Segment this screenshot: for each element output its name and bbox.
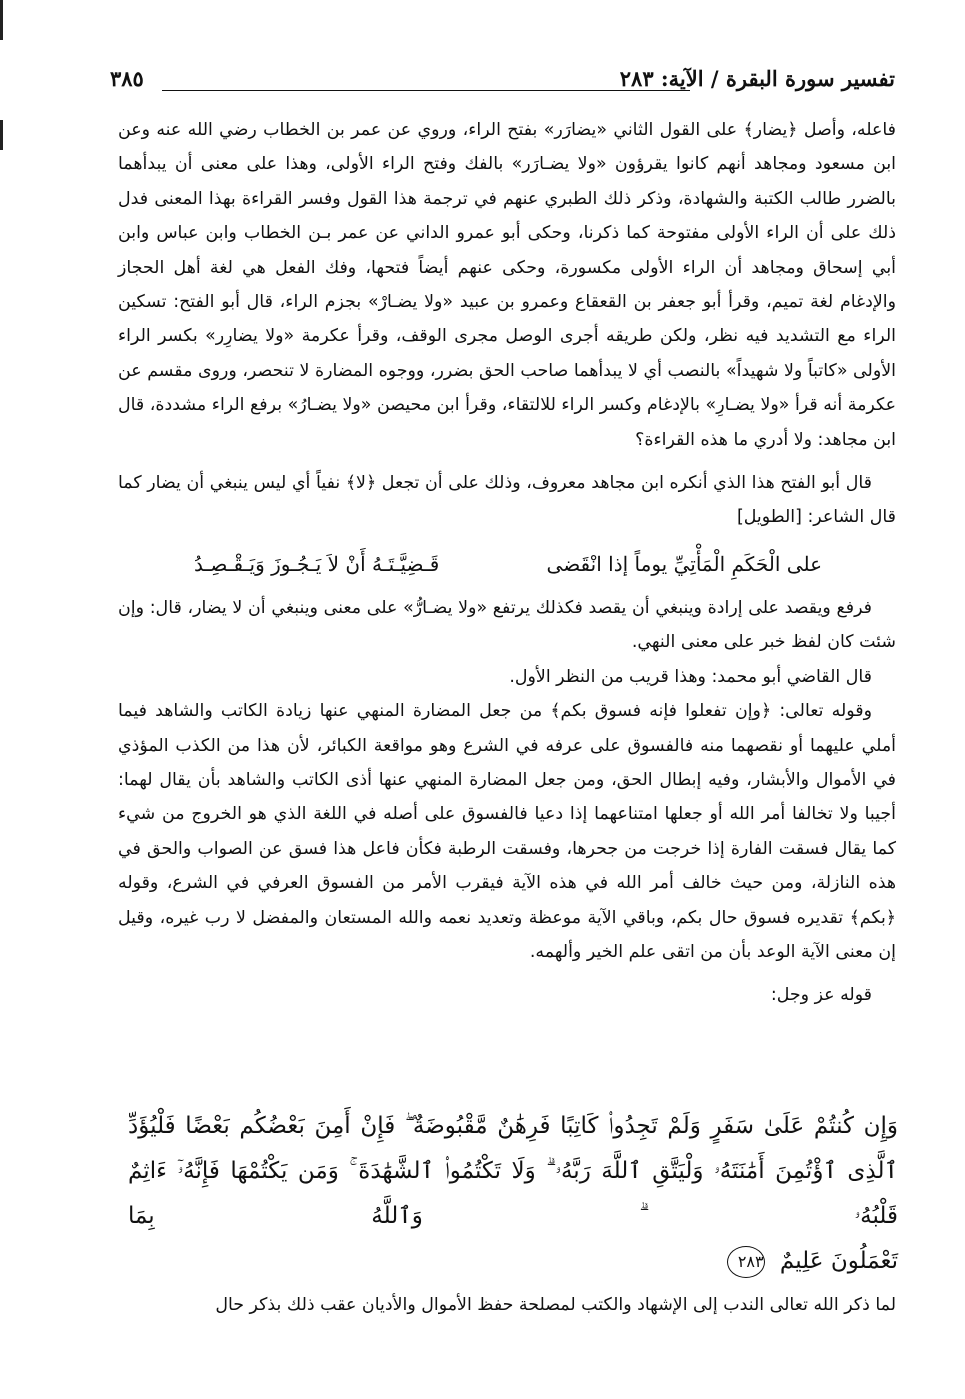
quran-verse-text: وَإِن كُنتُمْ عَلَىٰ سَفَرٍ وَلَمْ تَجِدُوا۟ كَاتِبًا فَرِهَٰنٌ مَّقْبُوضَةٌ ۖ فَإِنْ أَمِنَ بَعْضُكُم بَعْضًا فَلْيُؤَدِّ ٱلَّذِى ٱؤْتُمِنَ أَمَٰنَتَهُۥ وَلْيَتَّقِ ٱللَّهَ رَبَّهُۥ ۗ وَلَا تَكْتُمُوا۟ ٱلشَّهَٰدَةَ ۚ وَمَن يَكْتُمْهَا فَإِنَّهُۥٓ ءَاثِمٌ قَلْبُهُۥ ۗ وَٱللَّهُ بِمَا <box>128 1113 898 1229</box>
quran-verse-block <box>128 1104 898 1284</box>
scan-edge-mark <box>0 0 3 40</box>
poem-hemistich-left: قَـضِيَّـتَـهُ أَنْ لاَ يَـجُـوزَ وَيَـقْـصِـدُ <box>194 551 440 576</box>
paragraph: قوله عز وجل: <box>770 985 872 1006</box>
commentary-body <box>118 113 896 1013</box>
ayah-number-badge: ٢٨٣ <box>727 1246 765 1278</box>
paragraph: فاعله، وأصل ﴿يضار﴾ على القول الثاني «يضارَر» بفتح الراء، وروي عن عمر بن الخطاب رضي الله عنه وعن ابن مسعود ومجاهد أنهم كانوا يقرؤون «ولا يضـارَر» بالفك وفتح الراء الأولى، وهذا على معنى أن يبدأهما بالضرر طالب الكتبة والشهادة، وذكر ذلك الطبري عنهم في ترجمة هذا القول وفسر القراءة بهذا المعنى فدل ذلك على أن الراء الأولى مفتوحة كما ذكرنا، وحكى أبو عمرو الداني عن عمر بـن الخطاب وابن عباس وابن أبي إسحاق ومجاهد أن الراء الأولى مكسورة، وحكى عنهم أيضاً فتحها، وفك الفعل هي لغة أهل الحجاز والإدغام لغة تميم، وقرأ أبو جعفر بن القعقاع وعمرو بن عبيد «ولا يضـارْ» بجزم الراء، قال أبو الفتح: تسكين الراء مع التشديد فيه نظر، ولكن طريقه أجرى الوصل مجرى الوقف، وقرأ عكرمة «ولا يضارِر» بكسر الراء الأولى «كاتباً ولا شهيداً» بالنصب أي لا يبدأهما صاحب الحق بضرر، ووجوه المضارة لا تنحصر، وروى مقسم عن عكرمة أنه قرأ «ولا يضـارِ» بالإدغام وكسر الراء للالتقاء، وقرأ ابن محيصن «ولا يضـارُ» برفع الراء مشددة، قال ابن مجاهد: ولا أدري ما هذه القراءة؟ <box>118 120 896 450</box>
poem-verse <box>118 535 896 591</box>
paragraph: فرفع ويقصد على إرادة وينبغي أن يقصد فكذلك يرتفع «ولا يضـارُّ» على معنى وينبغي أن لا يضار، قال: وإن شئت كان لفظ خبر على معنى النهي. <box>118 597 896 653</box>
paragraph: وقوله تعالى: ﴿وإن تفعلوا فإنه فسوق بكم﴾ من جعل المضارة المنهي عنها زيادة الكاتب والشاهد فيما أملي عليهما أو نقصهما منه فالفسوق على عرفه في الشرع وهو مواقعة الكبائر، لأن هذا من الكذب المؤذي في الأموال والأبشار، وفيه إبطال الحق، ومن جعل المضارة المنهي عنها أذى الكاتب والشاهد بأن يقال لهما: أجيبا ولا تخالفا أمر الله أو جعلها امتناعهما إذا دعيا فالفسوق على أصله في اللغة الذي هو الخروج من شيء كما يقال فسقت الفارة إذا خرجت من جحرها، وفسقت الرطبة فكأن فاعل هذا فسق عن الصواب والحق في هذه النازلة، ومن حيث خالف أمر الله في هذه الآية فيقرب الأمر من الفسوق العرفي في الشرع، وقوله ﴿بكم﴾ تقديره فسوق حال بكم، وباقي الآية موعظة وتعديد نعمه والله المستعان والمفضل لا رب غيره، وقيل إن معنى الآية الوعد بأن من اتقى علم الخير وألهمه. <box>118 701 896 962</box>
paragraph: قال أبو الفتح هذا الذي أنكره ابن مجاهد معروف، وذلك على أن تجعل ﴿لا﴾ نفياً أي ليس ينبغي أن يضار كما قال الشاعر: [الطويل] <box>118 473 896 528</box>
scan-edge-mark <box>0 120 3 150</box>
poem-hemistich-right: على الْحَكَمِ الْمَأْتِيِّ يوماً إذا انْقَضى <box>546 551 822 576</box>
quran-verse-last-line <box>128 1239 898 1284</box>
paragraph-continuation: لما ذكر الله تعالى الندب إلى الإشهاد والكتب لمصلحة حفظ الأموال والأديان عقب ذلك بذكر حال <box>215 1295 896 1315</box>
page-number: ٣٨٥ <box>110 66 144 91</box>
header-title: تفسير سورة البقرة / الآية: ٢٨٣ <box>619 66 895 91</box>
paragraph: قال القاضي أبو محمد: وهذا قريب من النظر الأول. <box>509 666 872 687</box>
header-rule <box>162 90 690 91</box>
quran-verse-end: تَعْمَلُونَ عَلِيمٌ <box>779 1248 898 1274</box>
running-header <box>110 64 895 98</box>
